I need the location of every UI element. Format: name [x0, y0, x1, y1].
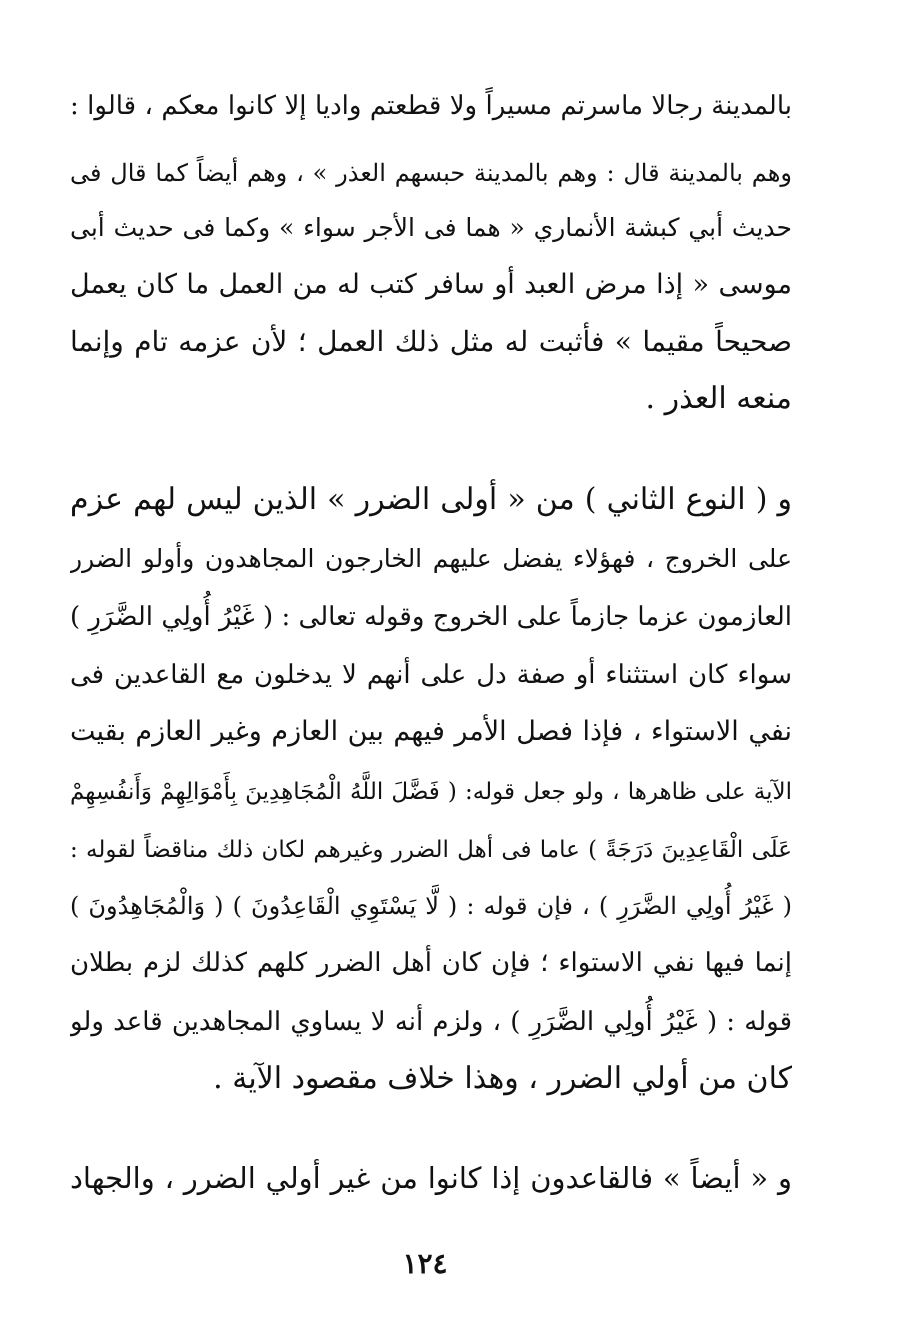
- text-line: ( غَيْرُ أُولِي الضَّرَرِ ) ، فإن قوله : ( لَّا يَسْتَوِي الْقَاعِدُونَ ) ( وَالْمُجَاهِدُونَ ): [70, 892, 792, 920]
- text-line: كان من أولي الضرر ، وهذا خلاف مقصود الآية .: [213, 1061, 792, 1096]
- text-line: موسى « إذا مرض العبد أو سافر كتب له من العمل ما كان يعمل: [70, 269, 792, 300]
- text-line: العازمون عزما جازماً على الخروج وقوله تعالى : ( غَيْرُ أُولِي الضَّرَرِ ): [70, 602, 792, 632]
- text-line: إنما فيها نفي الاستواء ؛ فإن كان أهل الضرر كلهم كذلك لزم بطلان: [70, 948, 792, 978]
- text-line: بالمدينة رجالا ماسرتم مسيراً ولا قطعتم واديا إلا كانوا معكم ، قالوا :: [70, 91, 792, 121]
- text-line: حديث أبي كبشة الأنماري « هما فى الأجر سواء » وكما فى حديث أبى: [70, 213, 792, 242]
- text-line: سواء كان استثناء أو صفة دل على أنهم لا يدخلون مع القاعدين فى: [70, 660, 792, 690]
- text-line: الآية على ظاهرها ، ولو جعل قوله: ( فَضَّلَ اللَّهُ الْمُجَاهِدِينَ بِأَمْوَالِهِمْ وَأَنفُسِهِمْ: [70, 779, 792, 805]
- text-line: نفي الاستواء ، فإذا فصل الأمر فيهم بين العازم وغير العازم بقيت: [70, 716, 792, 747]
- text-line: قوله : ( غَيْرُ أُولِي الضَّرَرِ ) ، ولزم أنه لا يساوي المجاهدين قاعد ولو: [70, 1007, 792, 1037]
- text-line: صحيحاً مقيما » فأثبت له مثل ذلك العمل ؛ لأن عزمه تام وإنما: [70, 325, 792, 358]
- text-line: عَلَى الْقَاعِدِينَ دَرَجَةً ) عاما فى أهل الضرر وغيرهم لكان ذلك مناقضاً لقوله :: [70, 837, 792, 863]
- text-line: و « أيضاً » فالقاعدون إذا كانوا من غير أولي الضرر ، والجهاد: [70, 1161, 792, 1195]
- page-number: ١٢٤: [402, 1247, 448, 1280]
- text-line: منعه العذر .: [645, 381, 792, 416]
- text-line: على الخروج ، فهؤلاء يفضل عليهم الخارجون المجاهدون وأولو الضرر: [70, 544, 792, 573]
- text-line: وهم بالمدينة قال : وهم بالمدينة حبسهم العذر » ، وهم أيضاً كما قال فى: [70, 159, 792, 187]
- text-line: و ( النوع الثاني ) من « أولى الضرر » الذين ليس لهم عزم: [70, 482, 792, 517]
